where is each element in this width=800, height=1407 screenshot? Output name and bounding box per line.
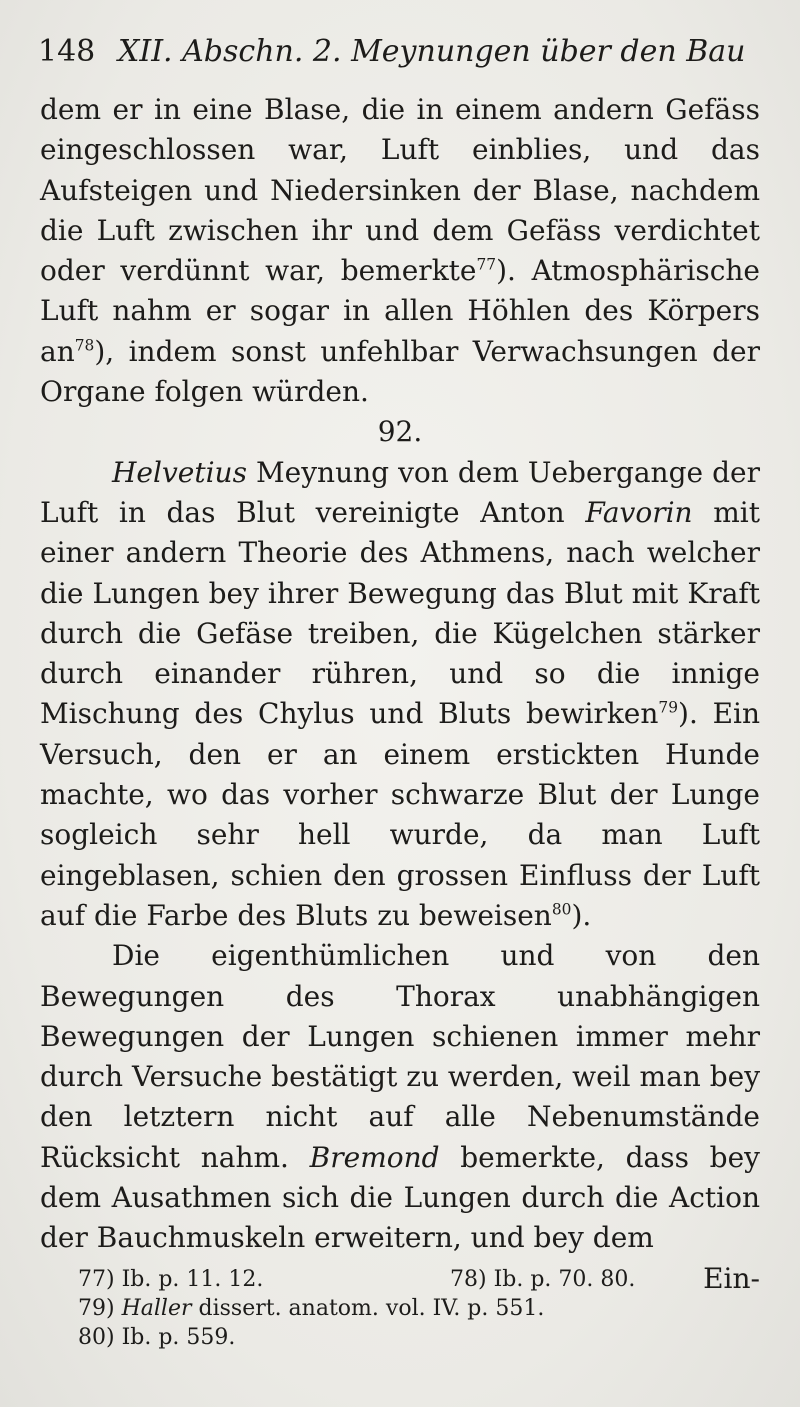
paragraph-3-text-a: Die eigenthümlichen und von den Bewegungen des Thorax unabhängigen Bewegungen der Lungen schienen immer mehr durch Versuche bestätigt zu werden, weil man bey den letztern nicht auf alle Nebenumstände Rücksicht nahm. [40,939,761,1174]
footnote-row [78,1265,738,1294]
footnote-79-label: 79) [78,1296,122,1321]
paragraph-2-text-b: mit einer andern Theorie des Athmens, nach welcher die Lungen bey ihrer Bewegung das Blut mit Kraft durch die Gefäse treiben, die Kügelchen stärker durch einander rühren, und so die innige Mischung des Chylus und Bluts bewirken [40,495,760,731]
paragraph-3-text-b: bemerkte, dass bey dem Ausathmen sich die Lungen durch die Action der Bauchmuskeln erweitern, und bey dem [40,1140,760,1255]
footnote-79-author: Haller [121,1296,192,1321]
footnote-79-rest: dissert. anatom. vol. IV. p. 551. [191,1296,545,1321]
paragraph-2-text-a: Meynung von dem Uebergange der Luft in das Blut vereinigte Anton [40,455,760,529]
name-bremond: Bremond [309,1140,440,1174]
footnote-79 [78,1294,738,1323]
footnote-ref-80: 80 [551,900,572,919]
footnote-80: 80) Ib. p. 559. [78,1325,236,1350]
paragraph-2-text-c: ). Ein Versuch, den er an einem erstickten Hunde machte, wo das vorher schwarze Blut der Lunge sogleich sehr hell wurde, da man Luft eingeblasen, schien den grossen Einfluss der Luft auf die Farbe des Bluts zu beweisen [40,697,761,932]
paragraph-1-text-c: ), indem sonst unfehlbar Verwachsungen der Organe folgen würden. [40,334,760,409]
paragraph-1 [40,90,760,412]
name-helvetius: Helvetius [112,455,247,489]
footnote-ref-78: 78 [74,336,95,355]
footnotes [78,1265,738,1352]
paragraph-3 [40,936,760,1258]
section-number: 92. [377,415,423,449]
catchword: Ein- [703,1261,760,1295]
footnote-77: 77) Ib. p. 11. 12. [78,1267,264,1292]
running-title: XII. Abschn. 2. Meynungen über den Bau [118,34,746,69]
footnote-78: 78) Ib. p. 70. 80. [450,1267,636,1292]
page-header [38,32,758,72]
paragraph-1-text-a: dem er in eine Blase, die in einem andern Gefäss eingeschlossen war, Luft einblies, und das Aufsteigen und Niedersinken der Blase, nachdem die Luft zwischen ihr und dem Gefäss verdichtet oder verdünnt war, bemerkte [40,93,760,288]
paragraph-1-text-b: ). Atmosphärische Luft nahm er sogar in allen Höhlen des Körpers an [40,254,760,368]
footnote-ref-79: 79 [658,699,679,718]
page-number: 148 [38,34,96,69]
main-text [40,90,760,1299]
paragraph-2-text-d: ). [571,898,592,932]
paragraph-2 [40,453,760,937]
footnote-ref-77: 77 [476,255,497,274]
name-favorin: Favorin [585,495,693,529]
